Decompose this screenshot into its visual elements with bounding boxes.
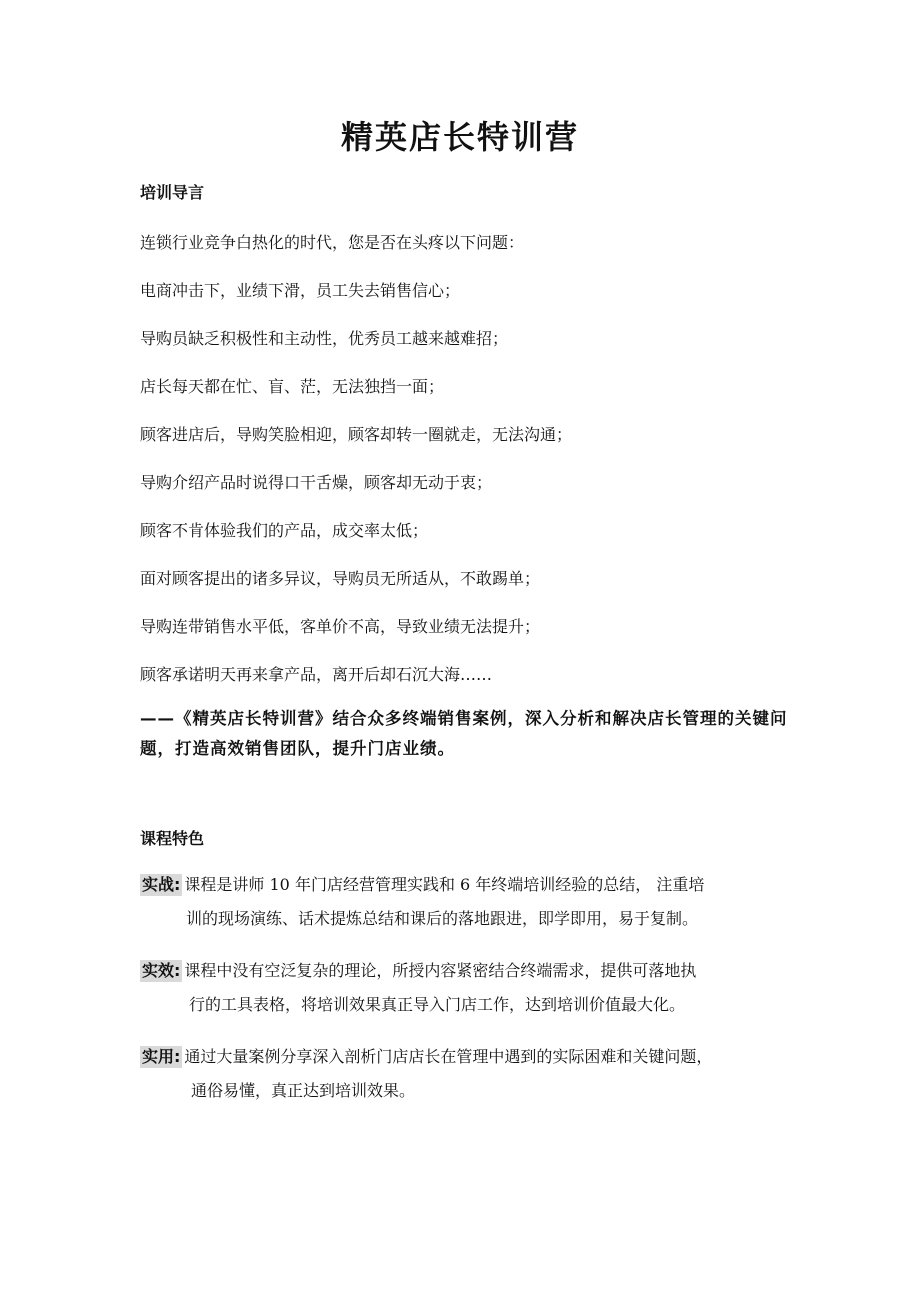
intro-heading: 培训导言 xyxy=(140,183,205,202)
intro-line: 顾客进店后，导购笑脸相迎，顾客却转一圈就走，无法沟通； xyxy=(140,425,573,444)
feature-text: 课程是讲师 10 年门店经营管理实践和 6 年终端培训经验的总结， 注重培 xyxy=(184,875,705,894)
feature-item-useful xyxy=(140,1040,800,1108)
intro-line: 电商冲击下，业绩下滑，员工失去销售信心； xyxy=(140,281,461,300)
intro-line: 店长每天都在忙、盲、茫，无法独挡一面； xyxy=(140,377,445,396)
intro-line: 连锁行业竞争白热化的时代，您是否在头疼以下问题： xyxy=(140,233,525,252)
intro-line: 导购介绍产品时说得口干舌燥，顾客却无动于衷； xyxy=(140,473,493,492)
intro-line: 顾客承诺明天再来拿产品，离开后却石沉大海…… xyxy=(140,665,493,684)
intro-summary: ——《精英店长特训营》结合众多终端销售案例，深入分析和解决店长管理的关键问题，打造高效销售团队，提升门店业绩。 xyxy=(140,709,788,758)
feature-text-continued: 行的工具表格，将培训效果真正导入门店工作，达到培训价值最大化。 xyxy=(189,995,686,1014)
feature-item-practical xyxy=(140,868,800,936)
feature-tag: 实用: xyxy=(142,1047,181,1066)
features-heading: 课程特色 xyxy=(140,829,205,848)
feature-text: 课程中没有空泛复杂的理论，所授内容紧密结合终端需求，提供可落地执 xyxy=(184,961,697,980)
page-title: 精英店长特训营 xyxy=(340,118,579,156)
feature-text-continued: 训的现场演练、话术提炼总结和课后的落地跟进，即学即用，易于复制。 xyxy=(186,909,699,928)
intro-line: 导购连带销售水平低，客单价不高，导致业绩无法提升； xyxy=(140,617,541,636)
intro-line: 导购员缺乏积极性和主动性，优秀员工越来越难招； xyxy=(140,329,509,348)
intro-line: 顾客不肯体验我们的产品，成交率太低； xyxy=(140,521,429,540)
feature-text-continued: 通俗易懂，真正达到培训效果。 xyxy=(191,1081,416,1100)
feature-text: 通过大量案例分享深入剖析门店店长在管理中遇到的实际困难和关键问题， xyxy=(184,1047,713,1066)
feature-tag: 实效: xyxy=(142,961,181,980)
feature-tag: 实战: xyxy=(142,875,181,894)
intro-line: 面对顾客提出的诸多异议，导购员无所适从，不敢踢单； xyxy=(140,569,541,588)
feature-item-effective xyxy=(140,954,800,1022)
